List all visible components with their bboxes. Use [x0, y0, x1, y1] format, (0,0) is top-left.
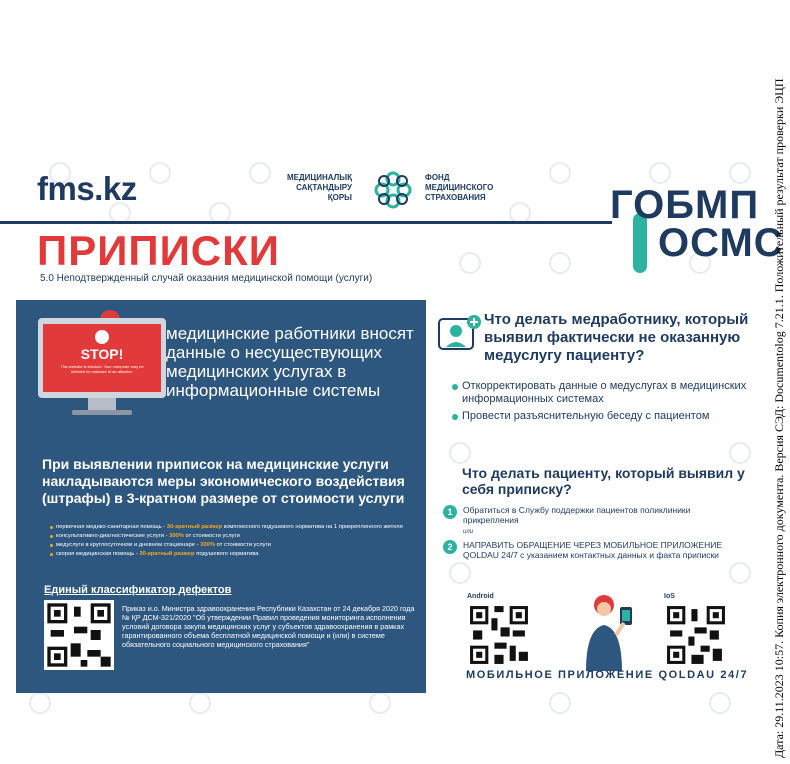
list-item: скорая медицинская помощь - 30-кратный размер подушевого норматива	[50, 550, 420, 559]
monitor-illustration	[38, 318, 166, 423]
list-item: Провести разъяснительную беседу с пациентом	[452, 410, 762, 423]
site-logo: fms.kz	[37, 170, 137, 207]
ios-qr-code[interactable]	[664, 603, 728, 667]
fund-emblem-icon	[370, 167, 416, 213]
fines-list	[50, 523, 420, 559]
brand-line-1: ГОБМП	[610, 183, 760, 227]
fund-logo	[286, 167, 530, 213]
header-divider	[0, 221, 612, 224]
classifier-qr-code[interactable]	[44, 600, 114, 670]
ios-label: IoS	[664, 593, 675, 600]
or-label: или	[463, 529, 474, 535]
fund-name-ru: ФОНД МЕДИЦИНСКОГО СТРАХОВАНИЯ	[425, 173, 494, 202]
android-qr-code[interactable]	[467, 603, 531, 667]
list-item: первичная медико-санитарная помощь - 30-кратный размер комплексного подушевого норматива на 1 прикрепленного жителя	[50, 523, 420, 532]
step-text: Обратиться в Службу поддержки пациентов поликлиники прикрепления	[463, 505, 691, 525]
info-panel	[16, 300, 426, 693]
stop-subtext: This website is blocked. Your computer may be infected by malware of an attacker.	[60, 364, 144, 374]
monitor-screen	[38, 318, 166, 398]
brand-line-2: ОСМС	[658, 221, 784, 265]
doctor-icon	[437, 313, 481, 357]
question-patient: Что делать пациенту, который выявил у себя приписку?	[462, 465, 745, 497]
question-medworker: Что делать медработнику, который выявил фактически не оказанную медуслугу пациенту?	[484, 311, 749, 364]
edoc-stamp-text: Дата: 29.11.2023 10:57. Копия электронного документа. Версия СЭД: Documentolog 7.21.1. Положительный результат проверки ЭЦП	[772, 78, 786, 758]
panel-heading: медицинские работники вносят данные о несуществующих медицинских услугах в информационные системы	[166, 324, 414, 400]
stop-text: STOP!	[80, 346, 124, 362]
step-number: 1	[443, 505, 457, 519]
edoc-stamp	[770, 0, 790, 764]
step-text: НАПРАВИТЬ ОБРАЩЕНИЕ ЧЕРЕЗ МОБИЛЬНОЕ ПРИЛОЖЕНИЕ QOLDAU 24/7 с указанием контактных данных и факта приписки	[463, 540, 723, 560]
fund-name-kz: МЕДИЦИНАЛЫҚ САҚТАНДЫРУ ҚОРЫ	[286, 173, 352, 202]
step-number: 2	[443, 540, 457, 554]
stop-screen	[43, 324, 161, 392]
page-subtitle: 5.0 Неподтвержденный случай оказания медицинской помощи (услуги)	[40, 273, 373, 284]
fine-warning: При выявлении приписок на медицинские услуги накладываются меры экономического воздействия (штрафы) в 3-кратном размере от стоимости услуги	[42, 456, 405, 506]
order-text: Приказ и.о. Министра здравоохранения Республики Казахстан от 24 декабря 2020 года № ҚР ДСМ-321/2020 "Об утверждении Правил проведения мониторинга исполнения условий договора закупа медицинских услуг у субъектов здравоохранения в рамках гарантированного объема бесплатной медицинской помощи и (или) в системе обязательного социального медицинского страхования"	[122, 604, 415, 649]
android-label: Android	[467, 593, 494, 600]
monitor-base	[72, 410, 132, 415]
list-item: консультативно-диагностические услуги - 300% от стоимости услуги	[50, 532, 420, 541]
page-title: ПРИПИСКИ	[37, 227, 280, 274]
classifier-link[interactable]: Единый классификатор дефектов	[44, 584, 232, 596]
list-item: медуслуги в круглосуточном и дневном стационаре - 300% от стоимости услуги	[50, 541, 420, 550]
list-item: Откорректировать данные о медуслугах в медицинских информационных системах	[452, 380, 762, 406]
stop-icon	[95, 330, 109, 344]
app-caption: МОБИЛЬНОЕ ПРИЛОЖЕНИЕ QOLDAU 24/7	[466, 669, 749, 681]
medworker-actions	[452, 380, 762, 427]
brand-logo	[608, 183, 784, 273]
woman-with-phone-illustration	[572, 591, 642, 671]
